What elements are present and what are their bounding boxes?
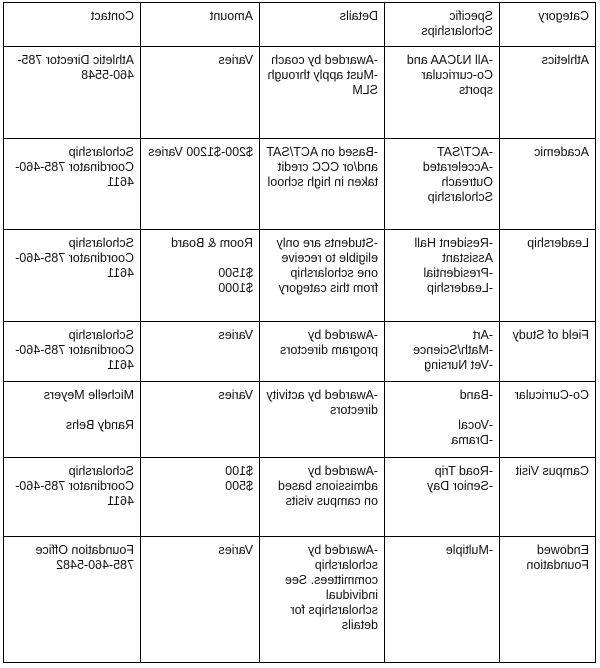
cell-amount: Varies: [141, 47, 260, 139]
cell-details: -Students are only eligible to receive one scholarship from this category: [260, 230, 385, 322]
table-row: [4, 230, 596, 322]
header-category: Category: [500, 3, 596, 47]
cell-details: -Awarded by admissions based on campus visits: [260, 458, 385, 537]
table-row: [4, 382, 596, 458]
cell-details: -Awarded by coach -Must apply through SLM: [260, 47, 385, 139]
cell-category: Athletics: [500, 47, 596, 139]
cell-amount: Varies: [141, 537, 260, 663]
cell-contact: Athletic Director 785-460-5548: [4, 47, 141, 139]
scholarship-table-container: [4, 2, 596, 662]
cell-details: -Awarded by activity directors: [260, 382, 385, 458]
header-amount: Amount: [141, 3, 260, 47]
cell-category: Academic: [500, 139, 596, 230]
table-row: [4, 458, 596, 537]
cell-scholarships: -ACT/SAT -Accelerated Outreach Scholarship: [385, 139, 500, 230]
cell-amount: Room & Board $1500 $1000: [141, 230, 260, 322]
table-row: [4, 537, 596, 663]
table-header-row: [4, 3, 596, 47]
cell-scholarships: -Resident Hall Assistant -Presidential -Leadership: [385, 230, 500, 322]
cell-amount: $100 $500: [141, 458, 260, 537]
scholarship-table: [3, 2, 596, 663]
cell-contact: Michelle Meyers Randy Behs: [4, 382, 141, 458]
cell-scholarships: -Band -Vocal -Drama: [385, 382, 500, 458]
cell-category: Field of Study: [500, 322, 596, 382]
cell-scholarships: -Art -Math/Science -Vet Nursing: [385, 322, 500, 382]
cell-category: Co-Curricular: [500, 382, 596, 458]
cell-scholarships: -Multiple: [385, 537, 500, 663]
table-row: [4, 47, 596, 139]
cell-scholarships: -All NJCAA and Co-curricular sports: [385, 47, 500, 139]
cell-details: -Awarded by scholarship committees. See individual scholarships for details: [260, 537, 385, 663]
cell-category: Endowed Foundation: [500, 537, 596, 663]
cell-details: -Awarded by program directors: [260, 322, 385, 382]
table-row: [4, 139, 596, 230]
cell-amount: Varies: [141, 322, 260, 382]
cell-contact: Scholarship Coordinator 785-460-4611: [4, 322, 141, 382]
header-specific-scholarships: Specific Scholarships: [385, 3, 500, 47]
cell-scholarships: -Road Trip -Senior Day: [385, 458, 500, 537]
cell-contact: Scholarship Coordinator 785-460-4611: [4, 230, 141, 322]
cell-details: -Based on ACT/SAT and/or CCC credit taken in high school: [260, 139, 385, 230]
cell-contact: Scholarship Coordinator 785-460-4611: [4, 139, 141, 230]
header-contact: Contact: [4, 3, 141, 47]
cell-amount: Varies: [141, 382, 260, 458]
header-details: Details: [260, 3, 385, 47]
cell-category: Leadership: [500, 230, 596, 322]
cell-contact: Scholarship Coordinator 785-460-4611: [4, 458, 141, 537]
cell-category: Campus Visit: [500, 458, 596, 537]
cell-amount: $200-$1200 Varies: [141, 139, 260, 230]
table-row: [4, 322, 596, 382]
cell-contact: Foundation Office 785-460-5482: [4, 537, 141, 663]
